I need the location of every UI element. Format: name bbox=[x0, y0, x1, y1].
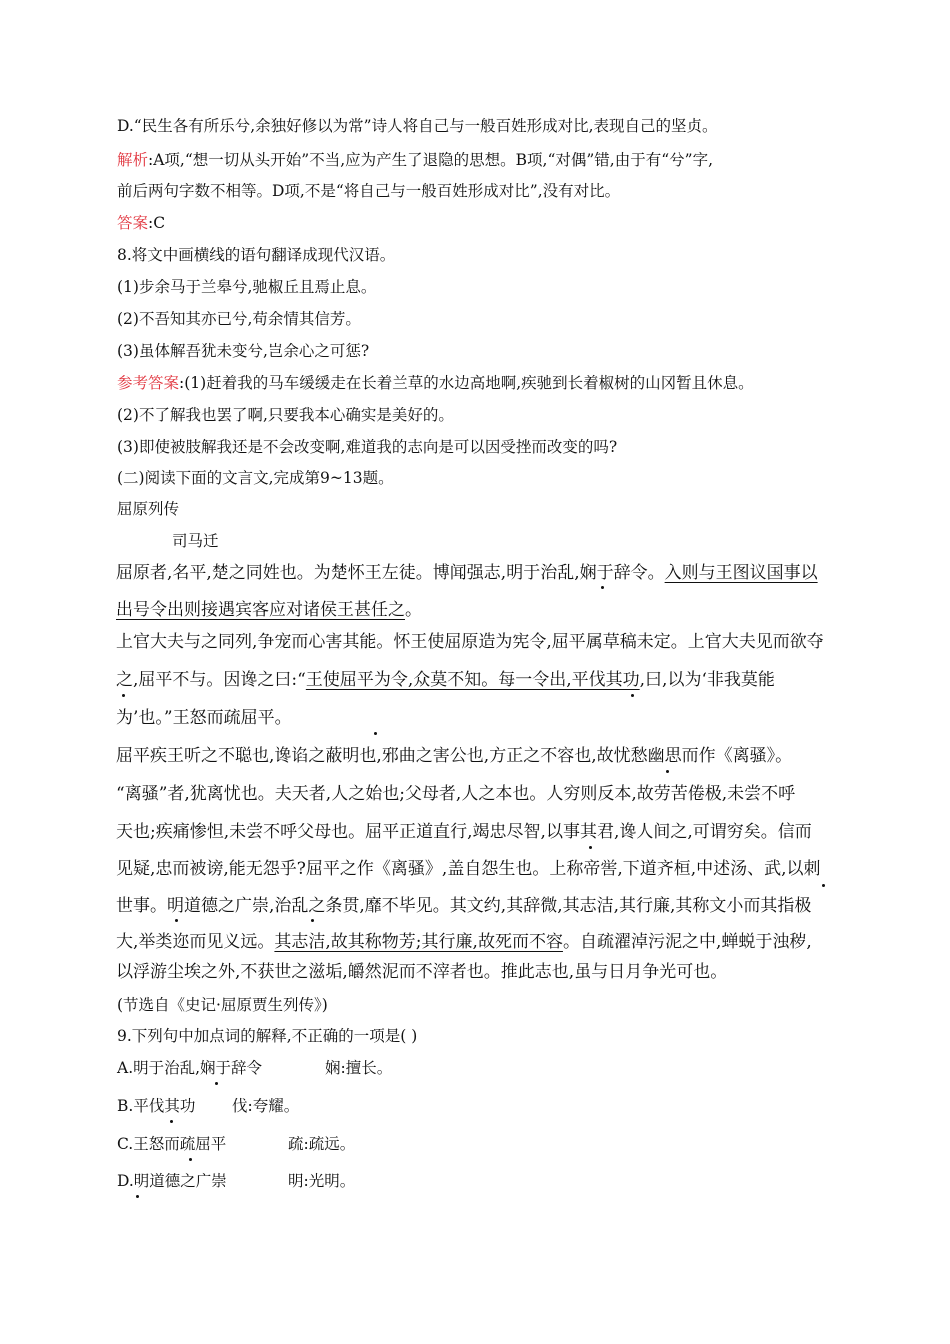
p3-text-b: 。自疏濯淖污泥之中,蝉蜕于浊秽, bbox=[562, 932, 812, 952]
passage-p3-line-3: 天也;疾痛惨怛,未尝不呼父母也。屈平正道直行,竭忠尽智,以事其君,谗人间之,可谓穷矣。信而 bbox=[116, 822, 812, 842]
reference-answer-text-1: :(1)赶着我的马车缓缓走在长着兰草的水边高地啊,疾驰到长着椒树的山冈暂且休息。 bbox=[179, 374, 754, 392]
p1-underlined-text-1: 入则与王图议国事以 bbox=[664, 563, 818, 583]
passage-p3-line-6 bbox=[116, 932, 812, 952]
q8-sentence-2: (2)不吾知其亦已兮,苟余情其信芳。 bbox=[117, 310, 361, 328]
q9-option-c: C.王怒而疏屈平 bbox=[117, 1135, 227, 1153]
q8-stem: 8.将文中画横线的语句翻译成现代汉语。 bbox=[117, 246, 396, 264]
passage-p2-line-3: 为’也。”王怒而疏屈平。 bbox=[116, 708, 292, 728]
passage-title: 屈原列传 bbox=[117, 500, 180, 518]
q9-option-d-gloss: 明:光明。 bbox=[288, 1172, 356, 1190]
passage-p3-line-1: 屈平疾王听之不聪也,谗谄之蔽明也,邪曲之害公也,方正之不容也,故忧愁幽思而作《离骚》。 bbox=[116, 746, 793, 766]
q9-option-a: A.明于治乱,娴于辞令 bbox=[117, 1059, 263, 1077]
answer-label: 答案 bbox=[117, 214, 149, 232]
emphasis-dot bbox=[601, 586, 604, 589]
passage-p3-line-7: 以浮游尘埃之外,不获世之滋垢,皭然泥而不滓者也。推此志也,虽与日月争光可也。 bbox=[116, 962, 728, 982]
emphasis-dot bbox=[822, 884, 825, 887]
passage-p3-line-5: 世事。明道德之广崇,治乱之条贯,靡不毕见。其文约,其辞微,其志洁,其行廉,其称文小而其指极 bbox=[116, 896, 812, 916]
p2-underlined-text: 王使屈平为令,众莫不知。每一令出,平伐其功 bbox=[305, 670, 640, 690]
q7-analysis-line-2: 前后两句字数不相等。D项,不是“将自己与一般百姓形成对比”,没有对比。 bbox=[117, 182, 621, 200]
q8-reference-line-3: (3)即使被肢解我还是不会改变啊,难道我的志向是可以因受挫而改变的吗? bbox=[117, 438, 618, 456]
q9-option-c-gloss: 疏:疏远。 bbox=[288, 1135, 356, 1153]
passage-p2-line-1: 上官大夫与之同列,争宠而心害其能。怀王使屈原造为宪令,屈平属草稿未定。上官大夫见而欲夺 bbox=[116, 632, 824, 652]
answer-value: :C bbox=[148, 214, 166, 232]
emphasis-dot bbox=[189, 1158, 192, 1161]
emphasis-dot bbox=[136, 1195, 139, 1198]
analysis-label: 解析 bbox=[117, 151, 149, 169]
q7-analysis-line-1 bbox=[117, 150, 713, 170]
q9-option-a-gloss: 娴:擅长。 bbox=[325, 1059, 393, 1077]
passage-p1-line-2 bbox=[116, 600, 422, 620]
q9-option-d: D.明道德之广崇 bbox=[117, 1172, 227, 1190]
reference-answer-label: 参考答案 bbox=[117, 374, 180, 392]
passage-source: (节选自《史记·屈原贾生列传》) bbox=[117, 996, 328, 1014]
q8-reference-line-2: (2)不了解我也罢了啊,只要我本心确实是美好的。 bbox=[117, 406, 454, 424]
p2-text-post: ,曰,以为‘非我莫能 bbox=[639, 670, 775, 690]
passage-p1-line-1 bbox=[116, 563, 818, 583]
passage-p3-line-4: 见疑,忠而被谤,能无怨乎?屈平之作《离骚》,盖自怨生也。上称帝喾,下道齐桓,中述汤、武,以刺 bbox=[116, 859, 821, 879]
p1-underlined-text-2: 出号令出则接遇宾客应对诸侯王甚任之 bbox=[116, 600, 405, 620]
passage-author: 司马迁 bbox=[172, 532, 219, 550]
p1-text: 屈原者,名平,楚之同姓也。为楚怀王左徒。博闻强志,明于治乱,娴于辞令。 bbox=[116, 563, 665, 583]
emphasis-dot bbox=[589, 846, 592, 849]
emphasis-dot bbox=[631, 694, 634, 697]
analysis-text-1: :A项,“想一切从头开始”不当,应为产生了退隐的思想。B项,“对偶”错,由于有“兮”字, bbox=[148, 151, 714, 169]
emphasis-dot bbox=[122, 694, 125, 697]
p2-text-pre: 之,屈平不与。因谗之曰:“ bbox=[116, 670, 306, 690]
emphasis-dot bbox=[175, 919, 178, 922]
emphasis-dot bbox=[170, 1120, 173, 1123]
passage-p2-line-2 bbox=[116, 670, 775, 690]
q8-sentence-3: (3)虽体解吾犹未变兮,岂余心之可惩? bbox=[117, 342, 370, 360]
q9-option-b-gloss: 伐:夸耀。 bbox=[232, 1097, 300, 1115]
passage-p3-line-2: “离骚”者,犹离忧也。夫天者,人之始也;父母者,人之本也。人穷则反本,故劳苦倦极,未尝不呼 bbox=[116, 784, 796, 804]
p1-end: 。 bbox=[405, 600, 422, 620]
q8-reference-line-1 bbox=[117, 373, 754, 393]
emphasis-dot bbox=[374, 732, 377, 735]
passage-intro: (二)阅读下面的文言文,完成第9~13题。 bbox=[117, 469, 394, 487]
emphasis-dot bbox=[666, 770, 669, 773]
q7-answer-line bbox=[117, 213, 165, 233]
p3-text-a: 大,举类迩而见义远。 bbox=[116, 932, 275, 952]
emphasis-dot bbox=[215, 1082, 218, 1085]
q9-stem: 9.下列句中加点词的解释,不正确的一项是( ) bbox=[117, 1027, 418, 1045]
p3-underlined-text: 其志洁,故其称物芳;其行廉,故死而不容 bbox=[274, 932, 563, 952]
emphasis-dot bbox=[311, 919, 314, 922]
q7-option-d: D.“民生各有所乐兮,余独好修以为常”诗人将自己与一般百姓形成对比,表现自己的坚贞。 bbox=[117, 117, 718, 135]
q8-sentence-1: (1)步余马于兰皋兮,驰椒丘且焉止息。 bbox=[117, 278, 377, 296]
q9-option-b: B.平伐其功 bbox=[117, 1097, 196, 1115]
